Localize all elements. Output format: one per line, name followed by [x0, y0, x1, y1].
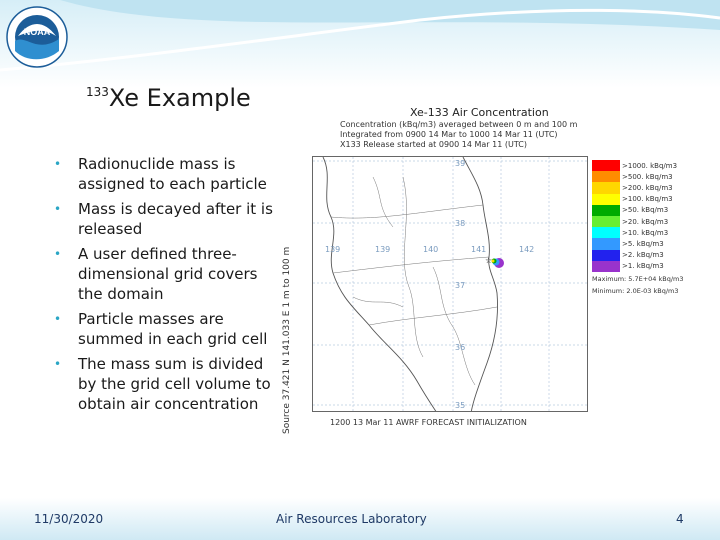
legend-swatch	[592, 227, 620, 238]
bullet-list	[54, 154, 276, 419]
svg-text:NOAA: NOAA	[23, 27, 51, 37]
legend-swatch	[592, 216, 620, 227]
legend-label: >100. kBq/m3	[622, 195, 673, 204]
figure-footer: 1200 13 Mar 11 AWRF FORECAST INITIALIZATION	[330, 418, 527, 427]
page-number: 4	[676, 512, 684, 526]
bullet-text: Particle masses are summed in each grid cell	[78, 310, 268, 348]
concentration-figure	[280, 104, 720, 434]
bullet-item	[54, 199, 276, 239]
legend-row	[592, 194, 720, 205]
noaa-logo-icon	[6, 6, 68, 68]
bullet-dot-icon: •	[54, 312, 62, 326]
legend-label: >10. kBq/m3	[622, 228, 669, 237]
legend-label: >50. kBq/m3	[622, 206, 669, 215]
bullet-item	[54, 244, 276, 304]
bullet-dot-icon: •	[54, 357, 62, 371]
bullet-text: A user defined three-dimensional grid covers the domain	[78, 245, 258, 303]
legend-swatch	[592, 250, 620, 261]
source-location-label: Source 37.421 N 141.033 E 1 m to 100 m	[282, 246, 292, 434]
latitude-label: 35	[455, 401, 466, 410]
legend-swatch	[592, 182, 620, 193]
legend-minimum: Minimum: 2.0E-03 kBq/m3	[592, 286, 679, 295]
longitude-label: 140	[423, 245, 439, 254]
legend-row	[592, 160, 720, 171]
bullet-text: Radionuclide mass is assigned to each particle	[78, 155, 267, 193]
legend-swatch	[592, 205, 620, 216]
bullet-text: The mass sum is divided by the grid cell volume to obtain air concentration	[78, 355, 271, 413]
slide-title	[86, 84, 251, 112]
map-drawing	[313, 157, 588, 412]
latitude-label: 36	[455, 343, 466, 352]
longitude-label: 142	[519, 245, 535, 254]
legend-label: >200. kBq/m3	[622, 183, 673, 192]
legend-swatch	[592, 194, 620, 205]
coastline	[323, 157, 498, 412]
legend-row	[592, 261, 720, 272]
bullet-dot-icon: •	[54, 247, 62, 261]
legend-label: >5. kBq/m3	[622, 239, 664, 248]
svg-text:☆: ☆	[485, 256, 493, 265]
legend-label: >2. kBq/m3	[622, 251, 664, 260]
bullet-item	[54, 354, 276, 414]
bullet-item	[54, 154, 276, 194]
title-main: Xe Example	[108, 84, 251, 112]
legend-row	[592, 216, 720, 227]
legend-maximum: Maximum: 5.7E+04 kBq/m3	[592, 274, 684, 283]
legend-swatch	[592, 160, 620, 171]
map-panel	[312, 156, 588, 412]
bullet-dot-icon: •	[54, 157, 62, 171]
legend-row	[592, 238, 720, 249]
footer-date: 11/30/2020	[34, 512, 104, 526]
legend-swatch	[592, 171, 620, 182]
figure-title: Xe-133 Air Concentration	[410, 106, 549, 119]
legend-row	[592, 182, 720, 193]
longitude-label: 139	[325, 245, 341, 254]
figure-subtitle-2: Integrated from 0900 14 Mar to 1000 14 Mar 11 (UTC)	[340, 130, 558, 139]
legend-label: >1. kBq/m3	[622, 262, 664, 271]
legend-row	[592, 250, 720, 261]
prefecture-boundaries	[331, 177, 497, 385]
longitude-label: 141	[471, 245, 487, 254]
latitude-label: 39	[455, 159, 466, 168]
header-swoosh	[0, 0, 720, 88]
legend-label: >500. kBq/m3	[622, 172, 673, 181]
legend-label: >20. kBq/m3	[622, 217, 669, 226]
figure-subtitle-3: X133 Release started at 0900 14 Mar 11 (UTC)	[340, 140, 527, 149]
bullet-text: Mass is decayed after it is released	[78, 200, 273, 238]
latitude-label: 37	[455, 281, 466, 290]
concentration-legend	[592, 160, 720, 296]
footer-organization: Air Resources Laboratory	[276, 512, 427, 526]
legend-swatch	[592, 261, 620, 272]
longitude-label: 139	[375, 245, 391, 254]
legend-label: >1000. kBq/m3	[622, 161, 678, 170]
legend-row	[592, 227, 720, 238]
bullet-dot-icon: •	[54, 202, 62, 216]
legend-swatch	[592, 238, 620, 249]
map-graticule	[313, 157, 588, 412]
figure-subtitle-1: Concentration (kBq/m3) averaged between 0 m and 100 m	[340, 120, 578, 129]
legend-row	[592, 171, 720, 182]
bullet-item	[54, 309, 276, 349]
title-superscript: 133	[86, 85, 109, 99]
latitude-label: 38	[455, 219, 466, 228]
legend-row	[592, 205, 720, 216]
